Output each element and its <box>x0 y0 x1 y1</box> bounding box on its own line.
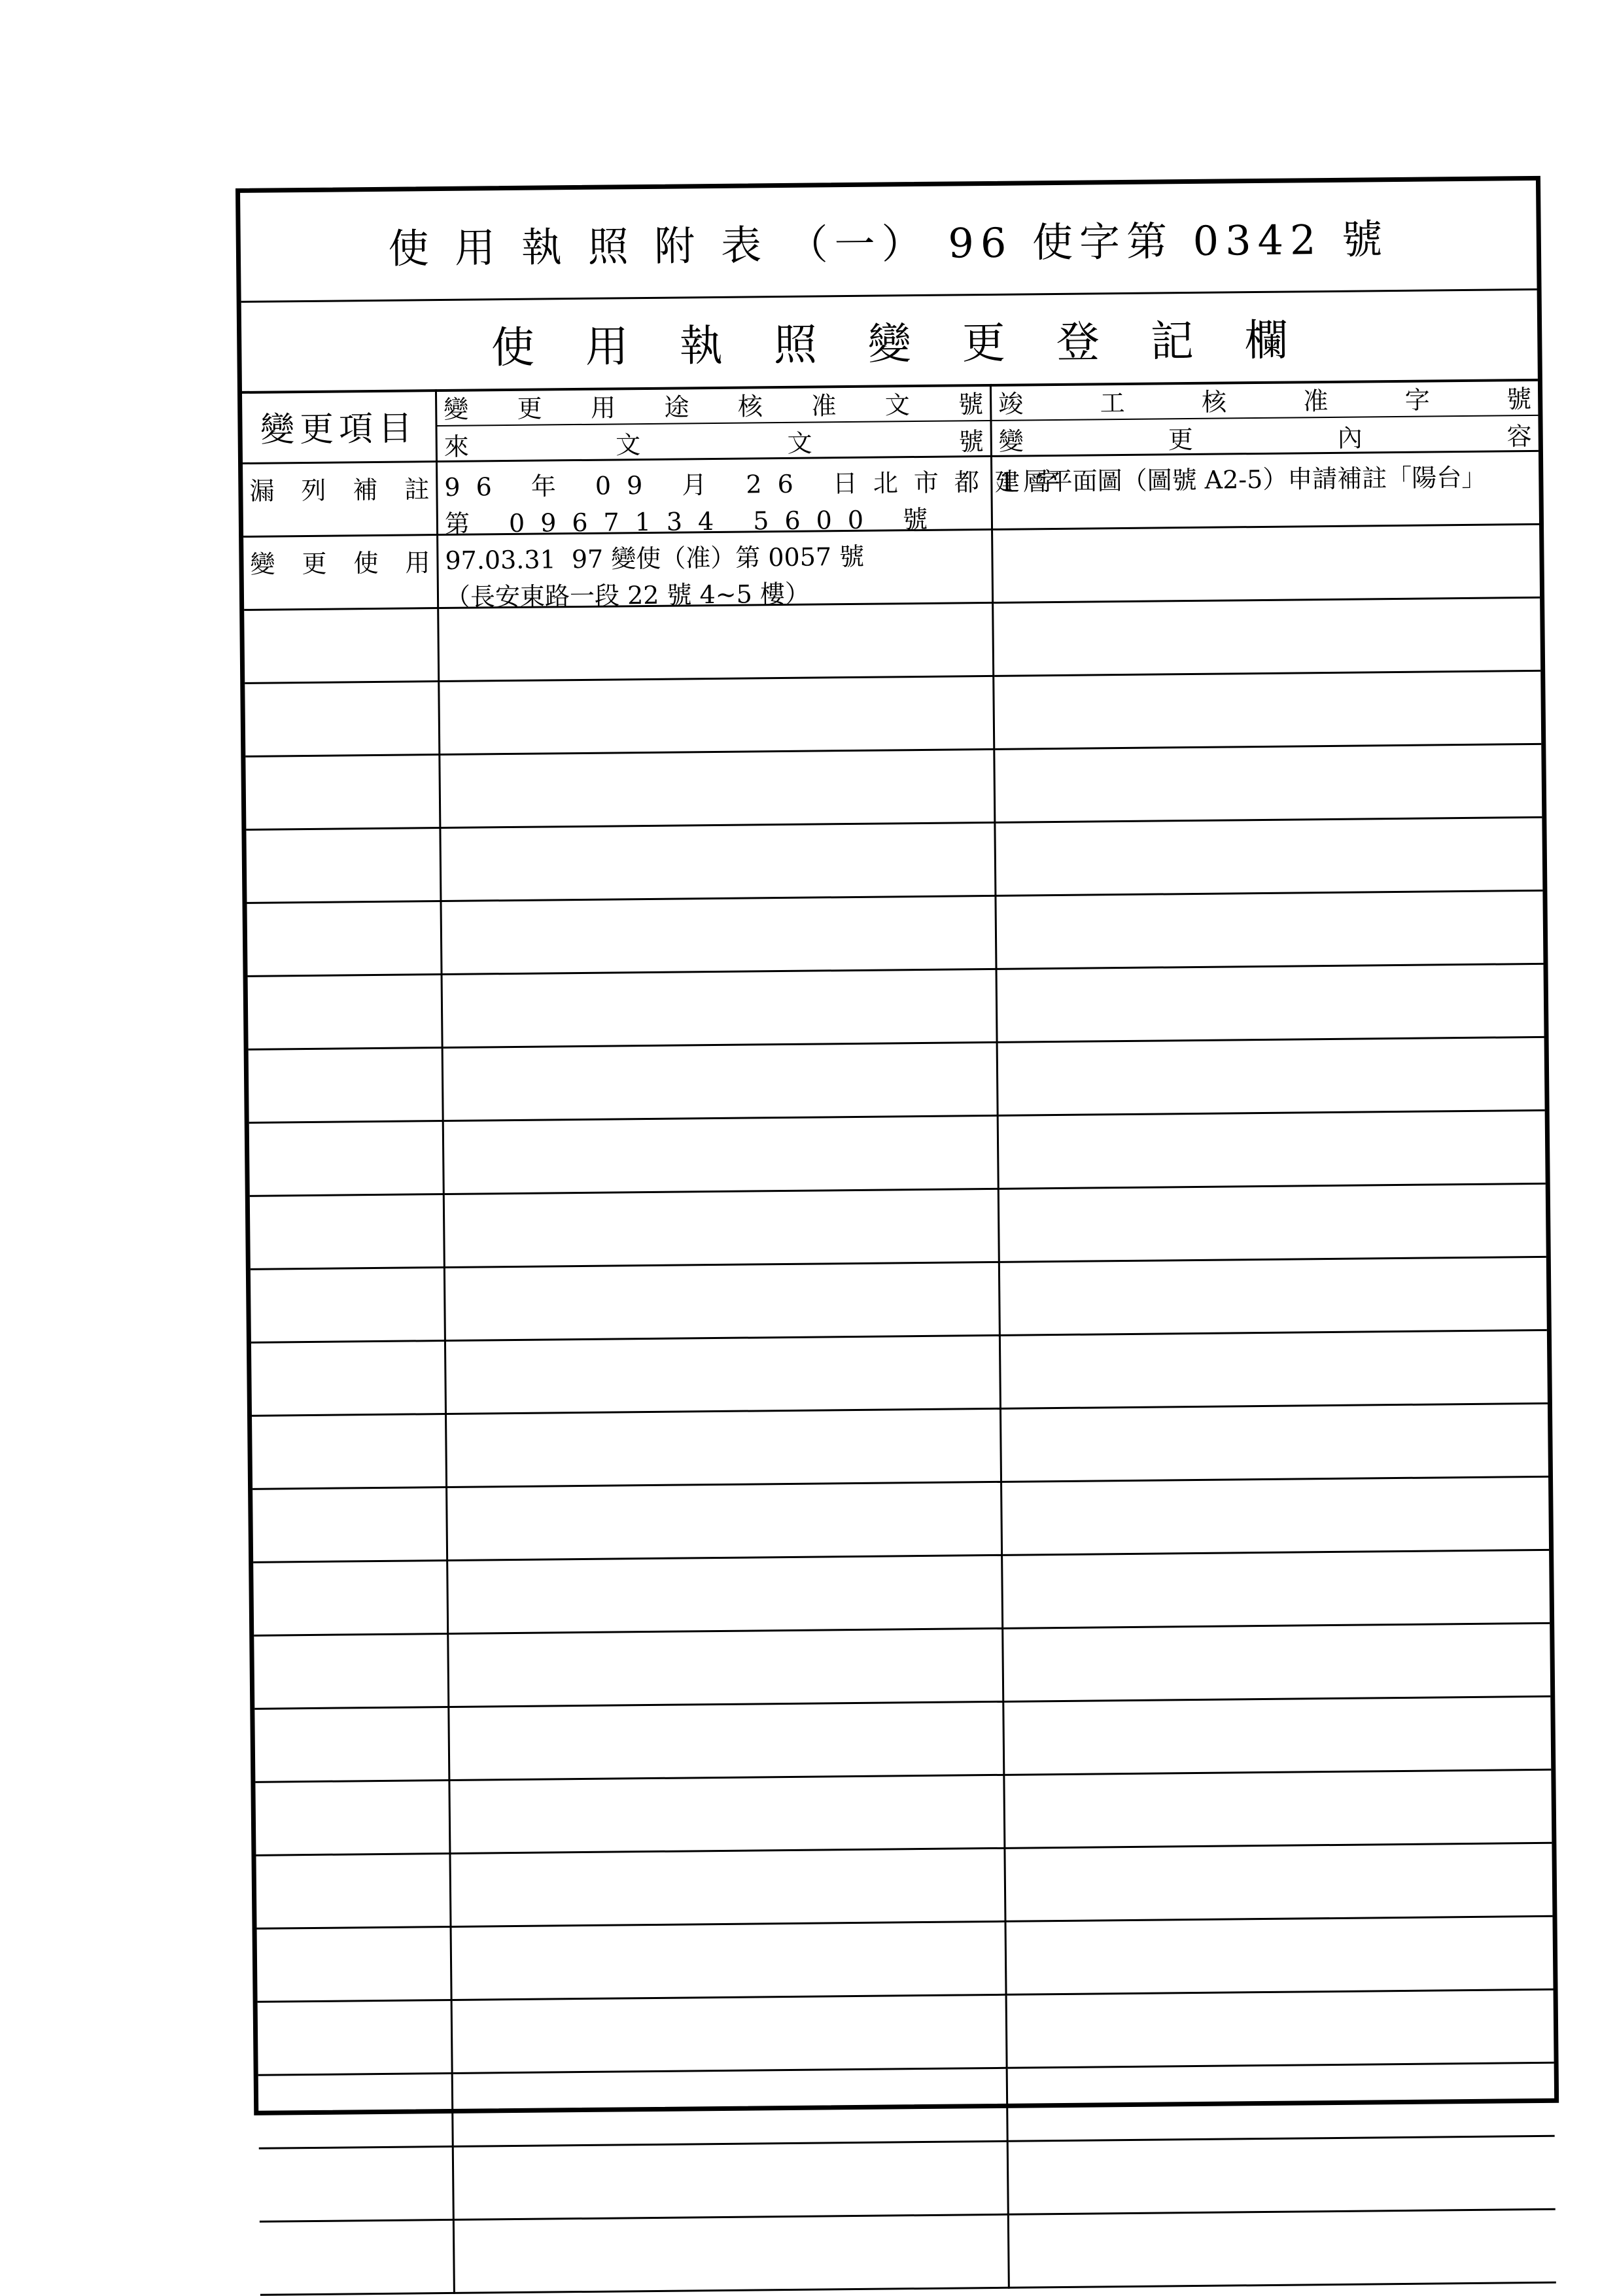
row-content-cell <box>993 525 1540 604</box>
header-approval-char: 變 <box>443 394 469 424</box>
header-completion-char: 准 <box>1303 386 1329 416</box>
empty-item-cell <box>246 829 442 904</box>
empty-doc-cell <box>440 677 995 756</box>
header-incoming-doc <box>438 421 990 462</box>
empty-item-cell <box>253 1561 449 1637</box>
header-incoming-char: 文 <box>615 430 641 460</box>
header-item-cell <box>242 389 438 464</box>
row-doc-cell <box>438 531 994 612</box>
empty-content-cell <box>1007 1991 1554 2069</box>
form-subtitle-band <box>241 288 1538 394</box>
empty-item-cell <box>258 2074 454 2149</box>
row-doc-line2: 第 0967134 5600 號 <box>444 504 944 538</box>
empty-content-cell <box>1006 1917 1553 1996</box>
header-content-char: 內 <box>1337 423 1363 453</box>
row-item-label <box>243 462 436 507</box>
header-approval-char: 號 <box>958 390 984 419</box>
empty-item-cell <box>256 1854 451 1930</box>
header-approval-doc <box>437 384 990 426</box>
header-approval-char: 文 <box>884 391 910 420</box>
header-incoming-char: 來 <box>443 432 470 461</box>
form-subtitle: 使用執照變更登記欄 <box>491 314 1340 373</box>
header-incoming-char: 號 <box>958 427 984 457</box>
row-item-char: 補 <box>353 475 378 505</box>
header-incoming-char: 文 <box>787 428 812 458</box>
empty-item-cell <box>251 1342 447 1417</box>
empty-doc-cell <box>449 1703 1005 1781</box>
empty-doc-cell <box>446 1336 1001 1415</box>
form-title-band <box>240 181 1537 303</box>
empty-content-cell <box>994 672 1541 750</box>
empty-content-cell <box>1001 1331 1548 1410</box>
empty-doc-cell <box>440 750 996 829</box>
empty-content-cell <box>1009 2137 1556 2216</box>
header-completion-char: 號 <box>1506 384 1532 414</box>
row-doc-cell <box>438 457 1077 538</box>
empty-item-cell <box>254 1708 450 1783</box>
empty-doc-cell <box>442 897 997 975</box>
empty-item-cell <box>248 975 443 1051</box>
empty-content-cell <box>1002 1478 1549 1556</box>
header-approval-char: 核 <box>737 392 763 421</box>
empty-doc-cell <box>449 1629 1004 1708</box>
row-item-char: 更 <box>302 549 327 579</box>
header-content-cell <box>992 379 1539 457</box>
empty-content-cell <box>996 818 1542 897</box>
empty-content-cell <box>1004 1697 1551 1776</box>
header-content-char: 變 <box>998 426 1024 456</box>
empty-doc-cell <box>443 970 998 1049</box>
row-item-char: 列 <box>301 476 326 506</box>
header-approval-char: 更 <box>517 394 542 423</box>
empty-item-cell <box>258 2001 453 2076</box>
empty-doc-cell <box>455 2216 1010 2294</box>
empty-doc-cell <box>451 1849 1006 1928</box>
row-item-char: 用 <box>405 548 430 578</box>
empty-content-cell <box>1003 1551 1550 1629</box>
header-content-char: 容 <box>1506 421 1532 451</box>
empty-item-cell <box>249 1122 445 1197</box>
empty-content-cell <box>998 965 1544 1043</box>
empty-content-cell <box>998 1038 1545 1117</box>
row-item-label <box>243 536 437 580</box>
row-item-char: 變 <box>250 549 275 579</box>
header-completion <box>992 379 1539 421</box>
row-content: 1 層平面圖（圖號 A2-5）申請補註「陽台」 <box>999 462 1487 496</box>
empty-item-cell <box>245 682 440 757</box>
empty-content-cell <box>995 745 1542 824</box>
empty-doc-cell <box>444 1117 1000 1195</box>
empty-item-cell <box>255 1781 451 1856</box>
empty-doc-cell <box>454 2142 1009 2221</box>
empty-content-cell <box>1000 1185 1546 1263</box>
empty-content-cell <box>999 1111 1546 1190</box>
empty-item-cell <box>245 756 441 831</box>
empty-doc-cell <box>447 1483 1003 1561</box>
empty-doc-cell <box>445 1263 1001 1342</box>
empty-item-cell <box>247 902 443 977</box>
header-completion-char: 核 <box>1201 387 1227 417</box>
empty-doc-cell <box>445 1190 1000 1268</box>
header-change-content <box>992 416 1538 457</box>
empty-doc-cell <box>453 1996 1008 2074</box>
empty-doc-cell <box>448 1556 1003 1635</box>
empty-doc-cell <box>453 2069 1009 2148</box>
row-item-char: 註 <box>404 475 430 504</box>
row-content-cell <box>992 452 1539 531</box>
row-item-cell <box>243 462 438 538</box>
empty-item-cell <box>259 2148 455 2223</box>
header-approval-char: 准 <box>811 391 837 421</box>
header-completion-char: 工 <box>1100 388 1125 418</box>
header-item-label: 變更項目 <box>260 409 418 450</box>
form-title: 使 用 執 照 附 表 （一） 96 使字第 0342 號 <box>388 215 1389 273</box>
empty-item-cell <box>252 1415 447 1490</box>
empty-item-cell <box>249 1049 444 1124</box>
row-doc-line2: （長安東路一段 22 號 4~5 樓） <box>445 579 810 612</box>
empty-item-cell <box>254 1635 449 1710</box>
empty-item-cell <box>260 2221 455 2296</box>
row-doc-line1: 96 年 09 月 26 日北市都建字 <box>444 466 1077 502</box>
empty-item-cell <box>252 1488 448 1563</box>
header-completion-char: 字 <box>1404 385 1430 415</box>
empty-content-cell <box>1008 2064 1555 2142</box>
header-approval-char: 途 <box>664 392 689 422</box>
empty-content-cell <box>1001 1404 1548 1483</box>
header-content-char: 更 <box>1168 425 1193 455</box>
empty-content-cell <box>1003 1624 1550 1703</box>
change-table <box>242 379 1554 2111</box>
empty-doc-cell <box>447 1410 1002 1488</box>
empty-content-cell <box>1000 1258 1547 1336</box>
row-item-char: 漏 <box>249 476 275 506</box>
empty-content-cell <box>994 599 1540 677</box>
empty-doc-cell <box>443 1043 999 1122</box>
row-item-char: 使 <box>353 548 379 578</box>
empty-doc-cell <box>441 824 996 902</box>
empty-item-cell <box>251 1268 446 1344</box>
header-completion-char: 竣 <box>998 389 1024 419</box>
empty-content-cell <box>1005 1844 1552 1922</box>
row-doc-line1: 97.03.31 97 變使（准）第 0057 號 <box>445 542 865 575</box>
empty-item-cell <box>244 609 440 684</box>
empty-item-cell <box>257 1928 453 2003</box>
form-frame <box>235 176 1559 2115</box>
header-approval-char: 用 <box>590 393 616 423</box>
row-item-cell <box>243 536 439 611</box>
empty-doc-cell <box>439 604 994 682</box>
empty-item-cell <box>250 1195 445 1270</box>
empty-doc-cell <box>450 1776 1005 1854</box>
empty-doc-cell <box>452 1922 1007 2001</box>
empty-content-cell <box>1009 2210 1556 2289</box>
empty-content-cell <box>996 892 1543 970</box>
header-doc-cell <box>437 384 992 462</box>
empty-content-cell <box>1005 1771 1552 1849</box>
